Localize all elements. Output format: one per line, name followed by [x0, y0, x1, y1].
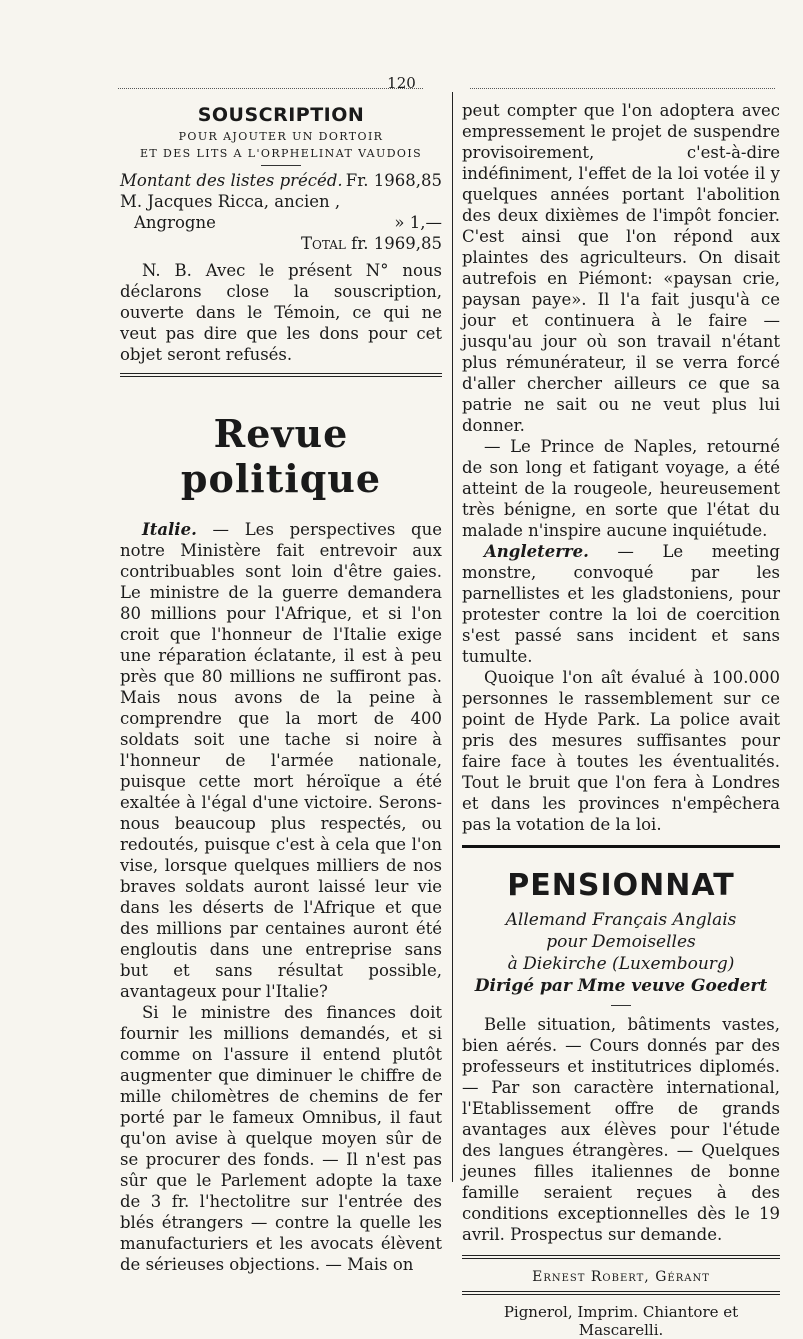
- prince-paragraph: — Le Prince de Naples, retourné de son long et fatigant voyage, a été atteint de la rougeole, heureusement très bénigne, en sorte que l'état du malade n'inspire aucune inquiétude.: [462, 437, 780, 540]
- left-column: [120, 100, 442, 1275]
- column-divider: [452, 92, 453, 1182]
- pensionnat-languages: Allemand Français Anglais: [505, 910, 737, 930]
- revue-politique-title: Revue politique: [180, 411, 382, 501]
- pensionnat-location: à Diekirche (Luxembourg): [507, 954, 735, 974]
- row-value: Fr. 1968,85: [345, 171, 442, 190]
- angleterre-paragraph: [462, 541, 780, 667]
- top-rule-right: [470, 88, 775, 89]
- printer-line: Pignerol, Imprim. Chiantore et Mascarelli.: [503, 1303, 739, 1339]
- angleterre-text: — Le meeting monstre, convoqué par les parnellistes et les gladstoniens, pour protester contre la loi de coercition s'est passé sans incident et sans tumulte.: [462, 542, 780, 666]
- footer-rule: [462, 1255, 780, 1259]
- italie-text: — Les perspectives que notre Ministère fait entrevoir aux contribuables sont loin d'être gaies. Le ministre de la guerre demandera 80 millions pour l'Afrique, et si l'on croit que l'honneur de l'Italie exige une réparation éclatante, il est à peu près que 80 millions ne suffiront pas. Mais nous avons de la peine à comprendre que la mort de 400 soldats soit une tache si noire à l'honneur de l'armée nationale, puisque cette mort héroïque a été exaltée à l'égal d'une victoire. Serons-nous beaucoup plus respectés, ou redoutés, puisque c'est à cela que l'on vise, lorsque quelques milliers de nos braves soldats auront laissé leur vie dans les déserts de l'Afrique et que des millions par centaines auront été engloutis dans une entreprise sans but et sans résultat possible, avantageux pour l'Italie?: [120, 520, 442, 1001]
- pensionnat-director: Dirigé par Mme veuve Goedert: [474, 976, 768, 996]
- subscription-total: [120, 233, 442, 254]
- row-value: » 1,—: [394, 213, 442, 232]
- subscription-row-donor: [120, 191, 442, 212]
- italie-paragraph: [120, 519, 442, 1002]
- italie-heading: Italie.: [142, 520, 197, 539]
- subscription-note: N. B. Avec le présent N° nous déclarons close la souscription, ouverte dans le Témoin, ce qui ne veut pas dire que les dons pour cet objet seront refusés.: [120, 261, 442, 364]
- hyde-park-paragraph: Quoique l'on aît évalué à 100.000 personnes le rassemblement sur ce point de Hyde Park. La police avait pris des mesures suffisantes pour faire face à toutes les éventualités. Tout le bruit que l'on fera à Londres et dans les provinces n'empêchera pas la votation de la loi.: [462, 668, 780, 834]
- total-label: Total: [301, 234, 346, 253]
- signature-text: Ernest Robert, Gérant: [532, 1269, 710, 1285]
- souscription-title: SOUSCRIPTION: [197, 104, 365, 126]
- row-label: M. Jacques Ricca, ancien ,: [120, 192, 341, 211]
- footer-rule-2: [462, 1291, 780, 1295]
- subscription-row-place: [120, 212, 442, 233]
- top-rule-left: [118, 88, 423, 89]
- finances-paragraph: Si le ministre des finances doit fournir les millions demandés, et si comme on l'assure il entend plutôt augmenter que diminuer le chiffre de mille chilomètres de chemins de fer porté par le fameux Omnibus, il faut qu'on avise à quelque moyen sûr de se procurer des fonds. — Il n'est pas sûr que le Parlement adopte la taxe de 3 fr. l'hectolitre sur l'entrée des blés étrangers — contre la quelle les manufacturiers et les avocats élèvent de sérieuses objections. — Mais on: [120, 1003, 442, 1274]
- angleterre-heading: Angleterre.: [484, 542, 589, 561]
- section-rule: [120, 373, 442, 377]
- souscription-line1: POUR AJOUTER UN DORTOIR: [178, 130, 384, 143]
- pensionnat-for: pour Demoiselles: [546, 932, 696, 952]
- continued-paragraph: peut compter que l'on adoptera avec empressement le projet de suspendre provisoirement, c'est-à-dire indéfiniment, l'effet de la loi votée il y quelques années portant l'abolition des deux dixièmes de l'impôt foncier. C'est ainsi que l'on répond aux plaintes des agriculteurs. On disait autrefois en Piémont: «paysan crie, paysan paye». Il l'a fait jusqu'à ce jour et continuera à le faire — jusqu'au jour où son travail n'étant plus rémunérateur, il se verra forcé d'aller chercher ailleurs ce que sa patrie ne sait ou ne veut plus lui donner.: [462, 101, 780, 435]
- short-rule: [261, 165, 301, 166]
- right-column: [462, 100, 780, 1339]
- row-label: Angrogne: [134, 213, 216, 232]
- row-label: Montant des listes précéd.: [120, 171, 343, 190]
- gerant-signature: [462, 1269, 780, 1285]
- total-value: fr. 1969,85: [351, 234, 442, 253]
- page-number: 120: [387, 74, 416, 92]
- short-rule: [611, 1005, 631, 1006]
- pensionnat-body: Belle situation, bâtiments vastes, bien aérés. — Cours donnés par des professeurs et institutrices diplomés. — Par son caractère international, l'Etablissement offre de grands avantages aux élèves pour l'étude des langues étrangères. — Quelques jeunes filles italiennes de bonne famille seraient reçues à des conditions exceptionnelles dès le 19 avril. Prospectus sur demande.: [462, 1015, 780, 1244]
- pensionnat-title: PENSIONNAT: [507, 868, 735, 903]
- souscription-line2: ET DES LITS A L'ORPHELINAT VAUDOIS: [139, 147, 423, 160]
- advert-rule: [462, 845, 780, 848]
- subscription-row-previous: [120, 170, 442, 191]
